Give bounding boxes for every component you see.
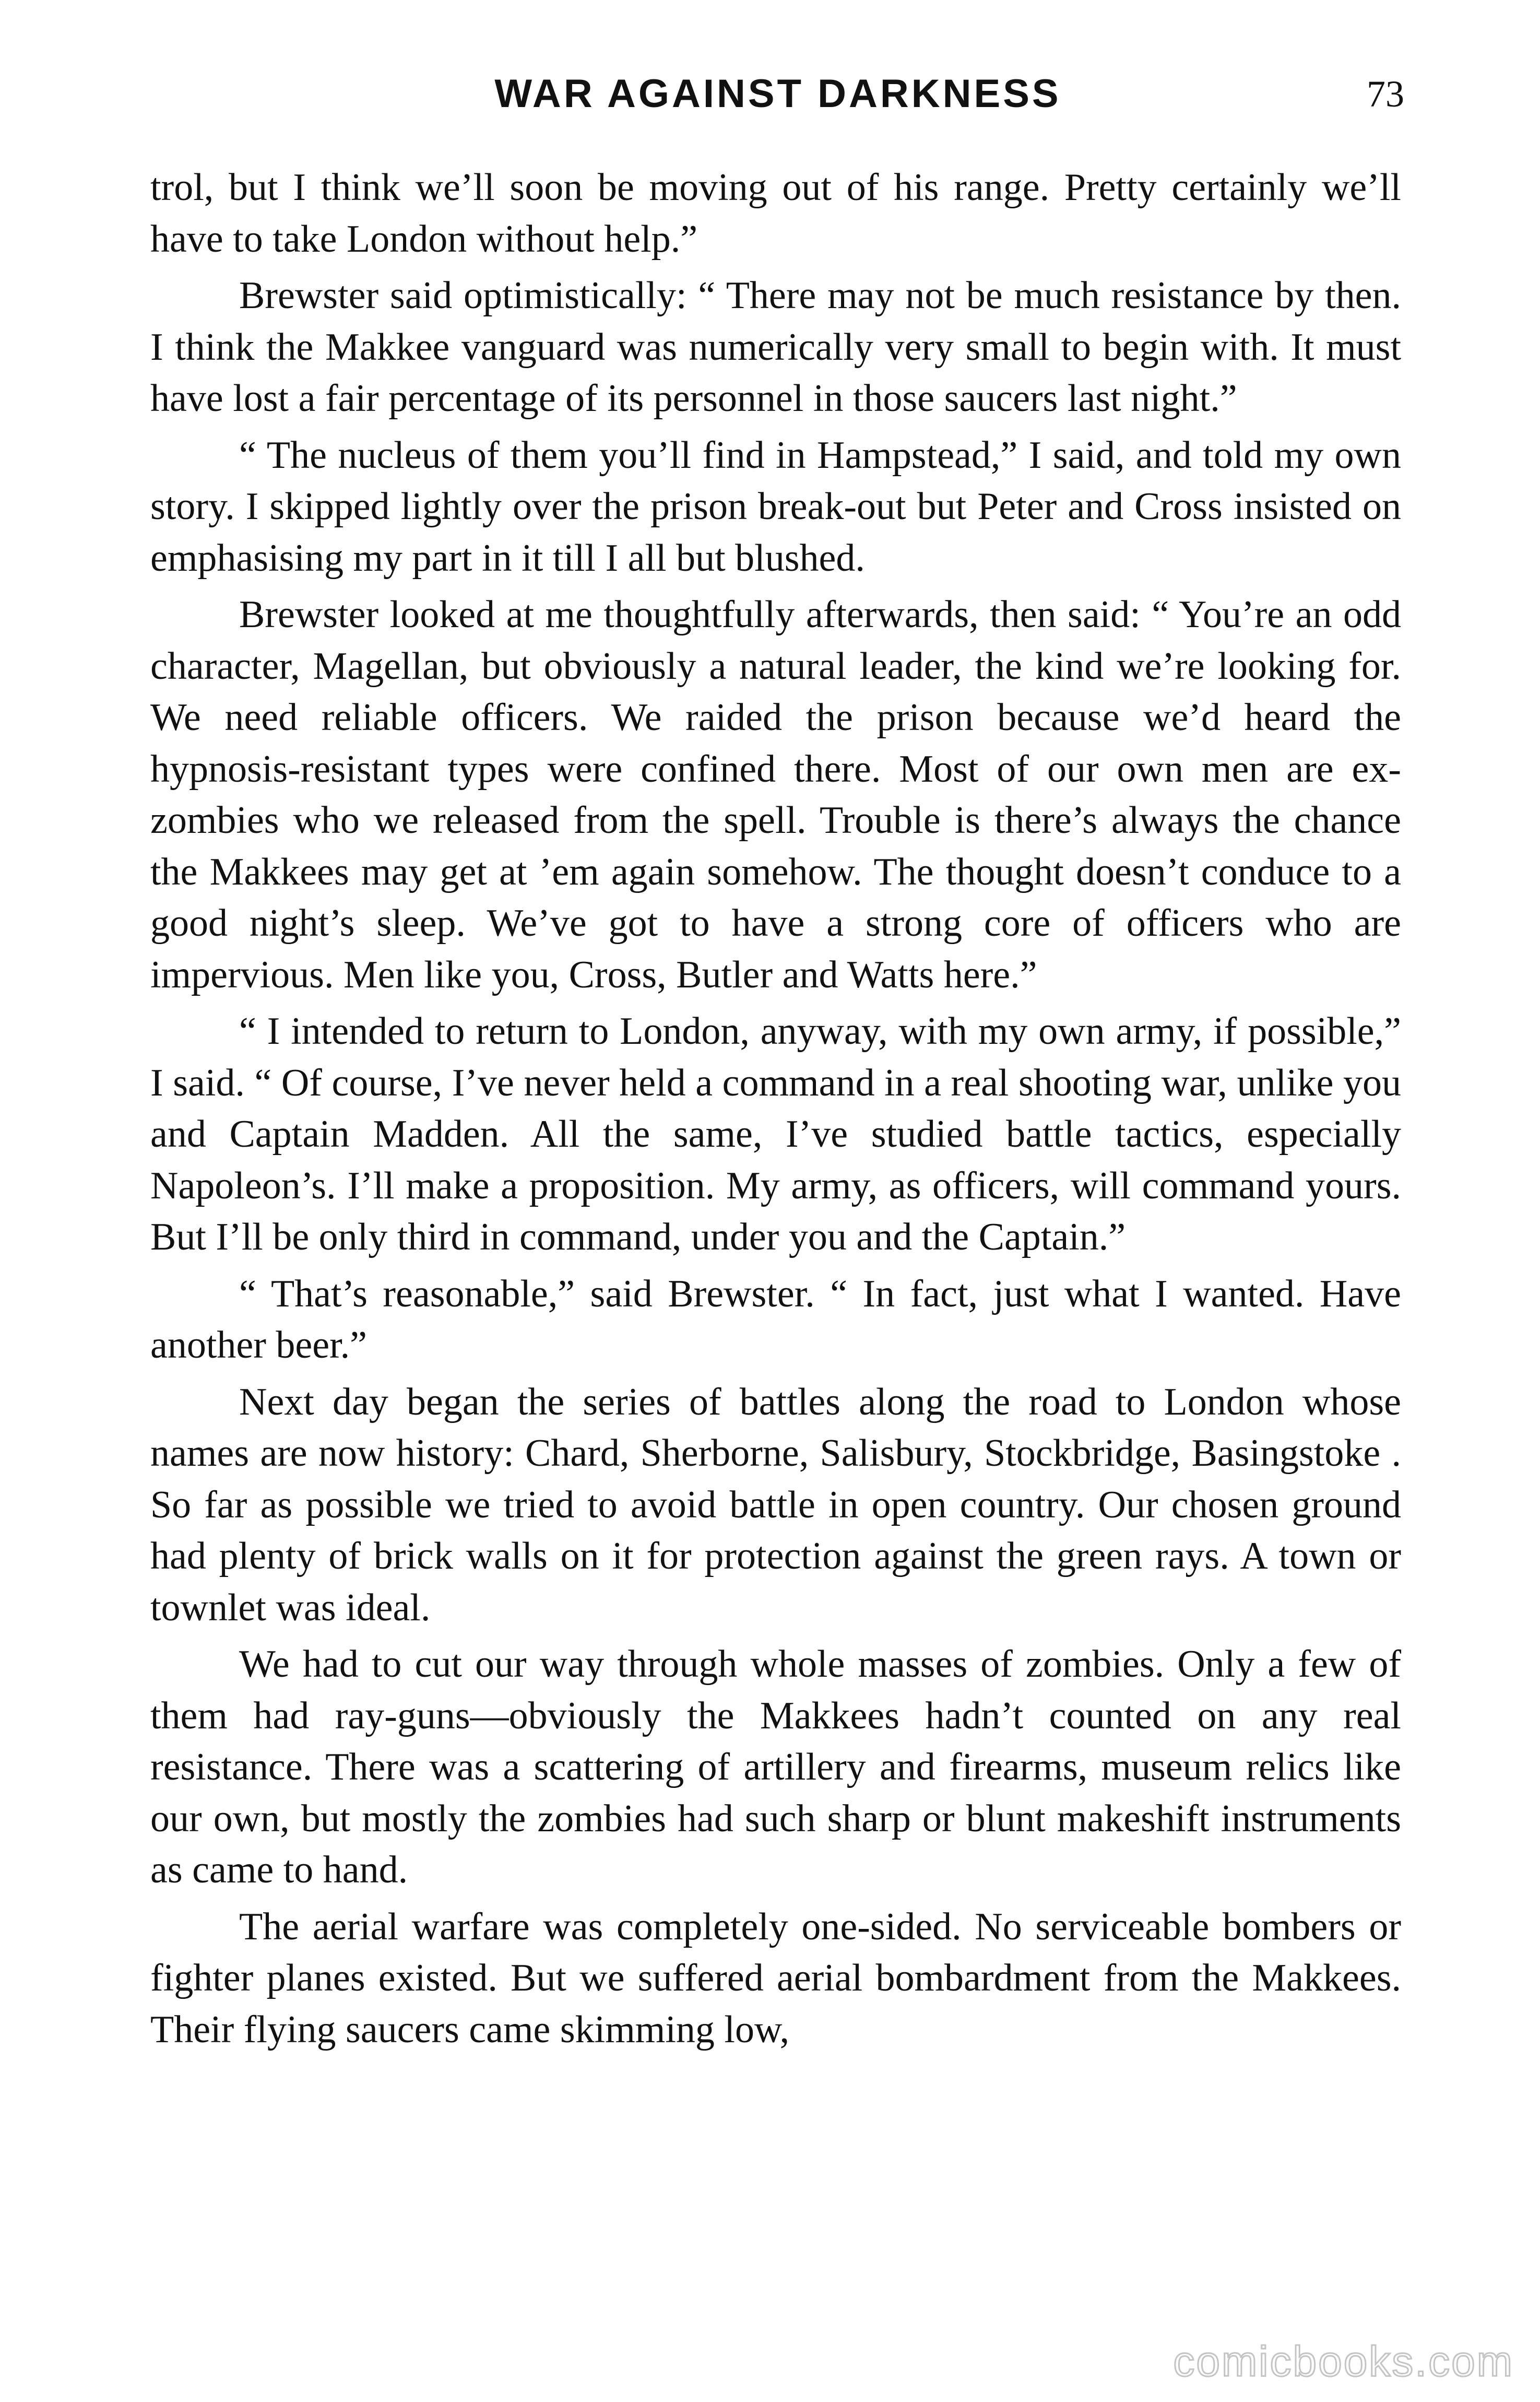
- paragraph: “ I intended to return to London, anyway, with my own army, if possible,” I said. “ Of course, I’ve never held a command in a real shooting war, unlike you and Captain Madden. All the same, I’ve studied battle tactics, especially Napoleon’s. I’ll make a proposition. My army, as officers, will command yours. But I’ll be only third in command, under you and the Captain.”: [150, 1010, 1401, 1258]
- paragraph: The aerial warfare was completely one-sided. No serviceable bombers or fighter planes existed. But we suffered aerial bombardment from the Makkees. Their flying saucers came skimming low,: [150, 1905, 1401, 2051]
- running-title: WAR AGAINST DARKNESS: [494, 72, 1061, 116]
- watermark: comicbooks.com: [1173, 2338, 1514, 2385]
- paragraph: Next day began the series of battles along the road to London whose names are now history: Chard, Sherborne, Salisbury, Stockbridge, Basingstoke . So far as possible we tried to avoid battle in open country. Our chosen ground had plenty of brick walls on it for protection against the green rays. A town or townlet was ideal.: [150, 1380, 1401, 1629]
- paragraph: trol, but I think we’ll soon be moving out of his range. Pretty certainly we’ll have to take London without help.”: [150, 166, 1401, 261]
- page-number: 73: [1367, 73, 1404, 115]
- running-head: [151, 63, 1404, 125]
- body-text: [150, 162, 1401, 2055]
- paragraph: We had to cut our way through whole masses of zombies. Only a few of them had ray-guns—obviously the Makkees hadn’t counted on any real resistance. There was a scattering of artillery and firearms, museum relics like our own, but mostly the zombies had such sharp or blunt makeshift instruments as came to hand.: [150, 1643, 1401, 1891]
- paragraph: “ That’s reasonable,” said Brewster. “ In fact, just what I wanted. Have another beer.”: [150, 1272, 1401, 1367]
- paragraph: Brewster looked at me thoughtfully afterwards, then said: “ You’re an odd character, Magellan, but obviously a natural leader, the kind we’re looking for. We need reliable officers. We raided the prison because we’d heard the hypnosis-resistant types were confined there. Most of our own men are ex-zombies who we released from the spell. Trouble is there’s always the chance the Makkees may get at ’em again somehow. The thought doesn’t conduce to a good night’s sleep. We’ve got to have a strong core of officers who are impervious. Men like you, Cross, Butler and Watts here.”: [150, 593, 1401, 996]
- paragraph: “ The nucleus of them you’ll find in Hampstead,” I said, and told my own story. I skipped lightly over the prison break-out but Peter and Cross insisted on emphasising my part in it till I all but blushed.: [150, 433, 1401, 580]
- paragraph: Brewster said optimistically: “ There may not be much resistance by then. I think the Makkee vanguard was numerically very small to begin with. It must have lost a fair percentage of its personnel in those saucers last night.”: [150, 274, 1401, 420]
